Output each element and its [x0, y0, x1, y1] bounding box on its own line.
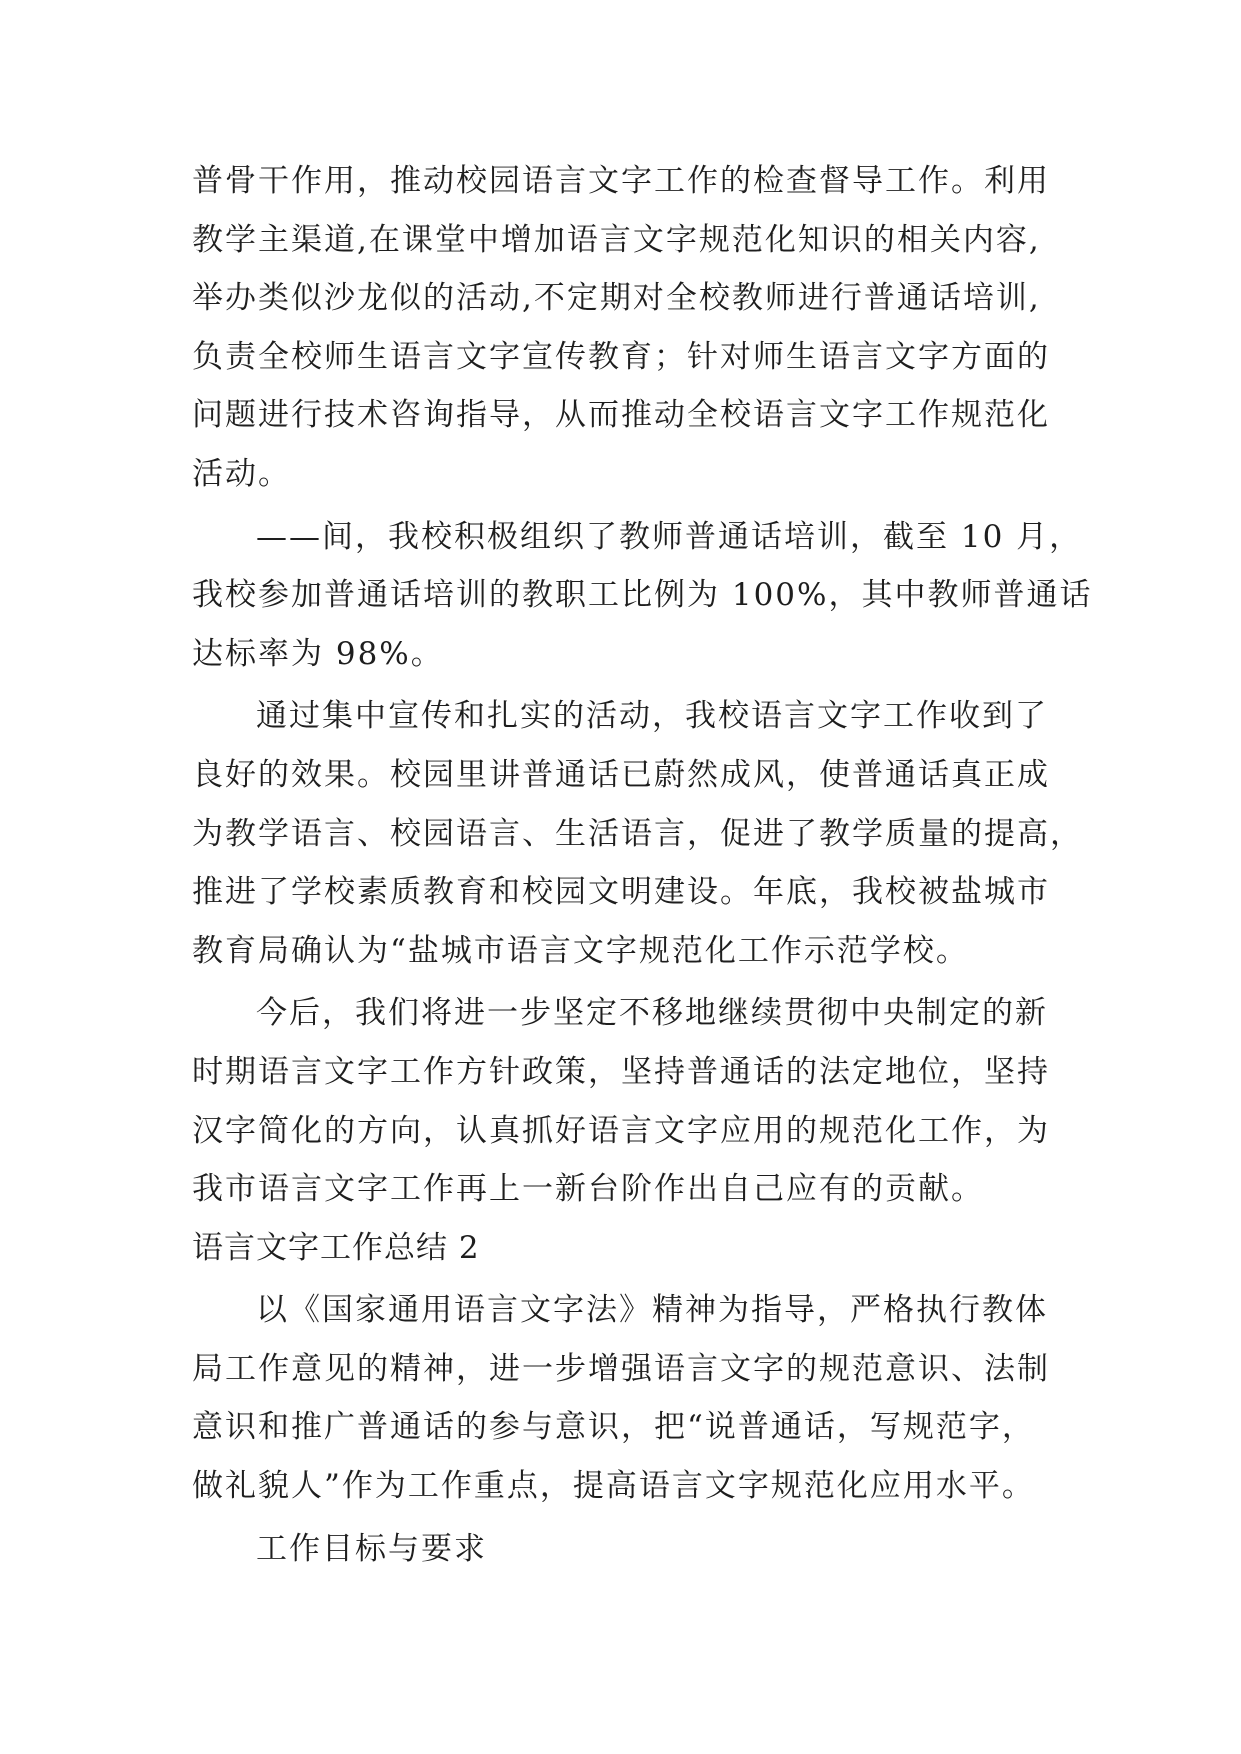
text-line: 教学主渠道,在课堂中增加语言文字规范化知识的相关内容,	[192, 221, 1041, 258]
paragraph-first-line: 以《国家通用语言文字法》精神为指导，严格执行教体	[256, 1292, 1048, 1329]
paragraph-first-line: ——间，我校积极组织了教师普通话培训，截至 10 月，	[256, 518, 1083, 555]
text-line: 举办类似沙龙似的活动,不定期对全校教师进行普通话培训,	[192, 280, 1041, 317]
text-line: 达标率为 98%。	[192, 635, 444, 672]
text-line: 问题进行技术咨询指导，从而推动全校语言文字工作规范化	[192, 397, 1050, 434]
paragraph-first-line: 今后，我们将进一步坚定不移地继续贯彻中央制定的新	[256, 995, 1048, 1032]
text-line: 我校参加普通话培训的教职工比例为 100%，其中教师普通话	[192, 577, 1093, 614]
text-line: 推进了学校素质教育和校园文明建设。年底，我校被盐城市	[192, 874, 1050, 911]
text-line: 普骨干作用，推动校园语言文字工作的检查督导工作。利用	[192, 163, 1050, 199]
text-line: 活动。	[192, 455, 291, 492]
text-line: 教育局确认为“盐城市语言文字规范化工作示范学校。	[192, 932, 969, 969]
text-line: 汉字简化的方向，认真抓好语言文字应用的规范化工作，为	[192, 1112, 1050, 1149]
text-line: 良好的效果。校园里讲普通话已蔚然成风，使普通话真正成	[192, 756, 1050, 793]
text-line: 为教学语言、校园语言、生活语言，促进了教学质量的提高，	[192, 815, 1083, 852]
document-body	[192, 152, 1092, 1578]
paragraph-first-line: 通过集中宣传和扎实的活动，我校语言文字工作收到了	[256, 698, 1048, 735]
text-line: 时期语言文字工作方针政策，坚持普通话的法定地位，坚持	[192, 1053, 1050, 1090]
subheading: 工作目标与要求	[256, 1530, 487, 1567]
text-line: 负责全校师生语言文字宣传教育；针对师生语言文字方面的	[192, 338, 1050, 375]
section-heading: 语言文字工作总结 2	[192, 1229, 480, 1266]
text-line: 我市语言文字工作再上一新台阶作出自己应有的贡献。	[192, 1171, 984, 1208]
text-line: 做礼貌人”作为工作重点，提高语言文字规范化应用水平。	[192, 1468, 1035, 1505]
text-line: 意识和推广普通话的参与意识，把“说普通话，写规范字，	[192, 1409, 1035, 1446]
text-line: 局工作意见的精神，进一步增强语言文字的规范意识、法制	[192, 1350, 1050, 1387]
